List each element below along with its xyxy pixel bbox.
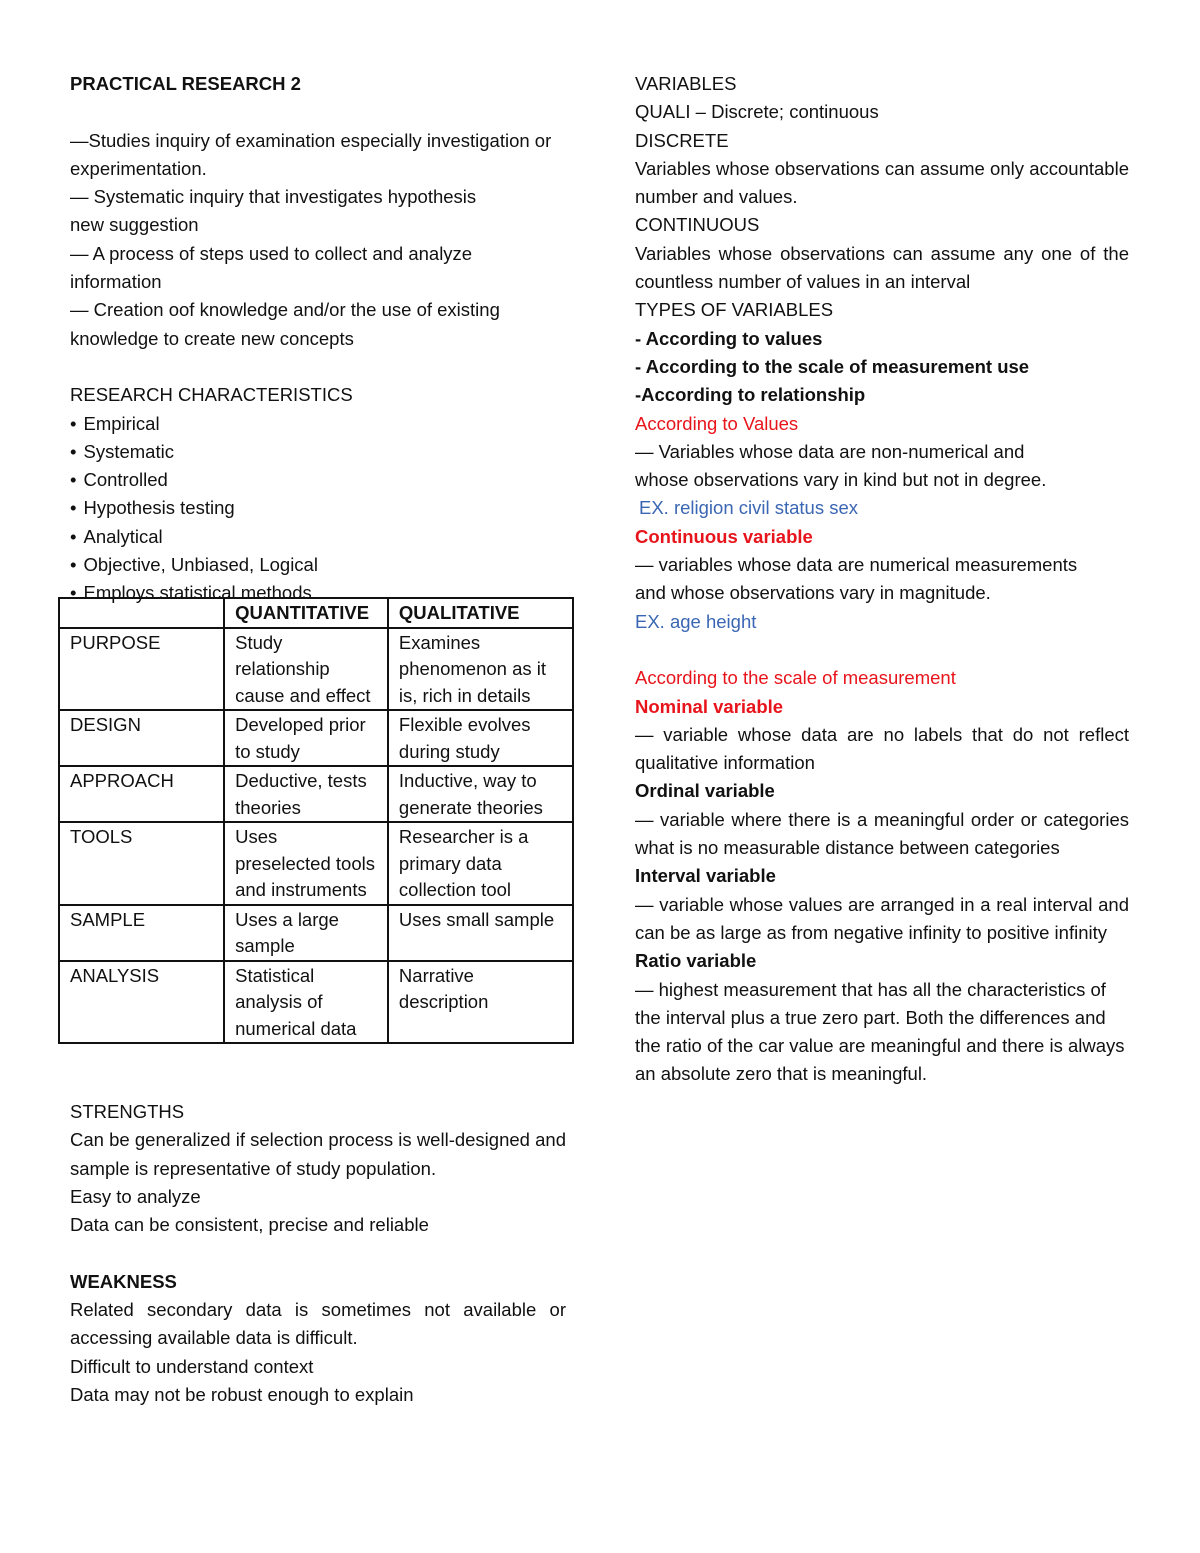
list-item: • Employs statistical methods: [70, 579, 566, 607]
quantitative-cell: Uses a large sample: [224, 905, 388, 961]
definition-3: — A process of steps used to collect and analyze information: [70, 242, 473, 293]
row-label: SAMPLE: [59, 905, 224, 961]
table-row: [59, 710, 573, 766]
definition-2-cont: new suggestion: [70, 214, 199, 236]
quantitative-cell: Deductive, tests theories: [224, 766, 388, 822]
continuous-text: Variables whose observations can assume any one of the countless number of values in an interval: [635, 242, 1129, 293]
right-column: [635, 70, 1129, 1089]
weakness-item: Data may not be robust enough to explain: [70, 1383, 414, 1405]
continuous-heading: CONTINUOUS: [635, 214, 760, 236]
definition-1: —Studies inquiry of examination especially investigation or experimentation.: [70, 129, 552, 179]
strength-item: Data can be consistent, precise and reliable: [70, 1214, 429, 1236]
qualitative-cell: Flexible evolves during study: [388, 710, 573, 766]
quantitative-cell: Uses preselected tools and instruments: [224, 822, 388, 905]
definition-4: — Creation oof knowledge and/or the use of existing knowledge to create new concepts: [70, 299, 500, 349]
interval-text: — variable whose values are arranged in a real interval and can be as large as from negative infinity to positive infinity: [635, 893, 1129, 943]
strengths-heading: STRENGTHS: [70, 1101, 185, 1122]
quantitative-cell: Statistical analysis of numerical data: [224, 961, 388, 1044]
values-heading: According to Values: [635, 412, 799, 434]
discrete-heading: DISCRETE: [635, 129, 729, 151]
row-label: PURPOSE: [59, 628, 224, 711]
ratio-text: — highest measurement that has all the characteristics of the interval plus a true zero part. Both the differences and the ratio of the car value are meaningful and there is always an absolute zero that is meaningful.: [635, 978, 1125, 1085]
table-header-row: [59, 598, 573, 628]
list-item: • Objective, Unbiased, Logical: [70, 551, 566, 579]
row-label: APPROACH: [59, 766, 224, 822]
table-row: [59, 961, 573, 1044]
header-blank: [59, 598, 224, 628]
nominal-heading: Nominal variable: [635, 695, 784, 717]
comparison-table: [58, 597, 574, 1044]
strengths-weakness-section: [70, 1098, 566, 1409]
values-text: — Variables whose data are non-numerical and: [635, 440, 1025, 462]
ratio-heading: Ratio variable: [635, 950, 757, 972]
row-label: TOOLS: [59, 822, 224, 905]
list-item: • Controlled: [70, 466, 566, 494]
scale-heading: According to the scale of measurement: [635, 667, 956, 689]
list-item: • Analytical: [70, 523, 566, 551]
weakness-heading: WEAKNESS: [70, 1270, 177, 1292]
ordinal-text: — variable where there is a meaningful order or categories what is no measurable distance between categories: [635, 808, 1129, 859]
nominal-text: — variable whose data are no labels that do not reflect qualitative information: [635, 723, 1129, 774]
type-item: - According to values: [635, 327, 823, 349]
qualitative-cell: Narrative description: [388, 961, 573, 1044]
characteristics-list: [70, 410, 566, 608]
values-text-cont: whose observations vary in kind but not in degree.: [635, 469, 1047, 491]
list-item: • Systematic: [70, 438, 566, 466]
list-item: • Empirical: [70, 410, 566, 438]
characteristics-heading: RESEARCH CHARACTERISTICS: [70, 384, 353, 406]
qualitative-cell: Uses small sample: [388, 905, 573, 961]
strength-item: Easy to analyze: [70, 1185, 201, 1207]
quantitative-cell: Developed prior to study: [224, 710, 388, 766]
weakness-item: Related secondary data is sometimes not available or accessing available data is difficult.: [70, 1299, 566, 1349]
variables-heading: VARIABLES: [635, 73, 737, 94]
continuous-variable-text-cont: and whose observations vary in magnitude.: [635, 582, 991, 604]
discrete-text: Variables whose observations can assume only accountable number and values.: [635, 157, 1129, 208]
quali-line: QUALI – Discrete; continuous: [635, 101, 879, 123]
values-example: EX. religion civil status sex: [639, 497, 859, 519]
page-title: PRACTICAL RESEARCH 2: [70, 73, 301, 94]
row-label: DESIGN: [59, 710, 224, 766]
header-qualitative: QUALITATIVE: [388, 598, 573, 628]
qualitative-cell: Inductive, way to generate theories: [388, 766, 573, 822]
table-row: [59, 905, 573, 961]
quantitative-cell: Study relationship cause and effect: [224, 628, 388, 711]
strength-item: Can be generalized if selection process is well-designed and sample is representative of study population.: [70, 1129, 566, 1179]
qualitative-cell: Examines phenomenon as it is, rich in details: [388, 628, 573, 711]
type-item: -According to relationship: [635, 384, 866, 406]
weakness-item: Difficult to understand context: [70, 1355, 314, 1377]
list-item: • Hypothesis testing: [70, 494, 566, 522]
continuous-variable-text: — variables whose data are numerical measurements: [635, 554, 1078, 576]
table-row: [59, 628, 573, 711]
continuous-variable-heading: Continuous variable: [635, 525, 813, 547]
continuous-variable-example: EX. age height: [635, 610, 757, 632]
qualitative-cell: Researcher is a primary data collection tool: [388, 822, 573, 905]
ordinal-heading: Ordinal variable: [635, 780, 775, 802]
table-row: [59, 766, 573, 822]
table-row: [59, 822, 573, 905]
left-column: [70, 70, 566, 608]
types-heading: TYPES OF VARIABLES: [635, 299, 834, 321]
definition-2: — Systematic inquiry that investigates hypothesis: [70, 186, 477, 208]
type-item: - According to the scale of measurement use: [635, 355, 1030, 377]
interval-heading: Interval variable: [635, 865, 776, 887]
header-quantitative: QUANTITATIVE: [224, 598, 388, 628]
row-label: ANALYSIS: [59, 961, 224, 1044]
